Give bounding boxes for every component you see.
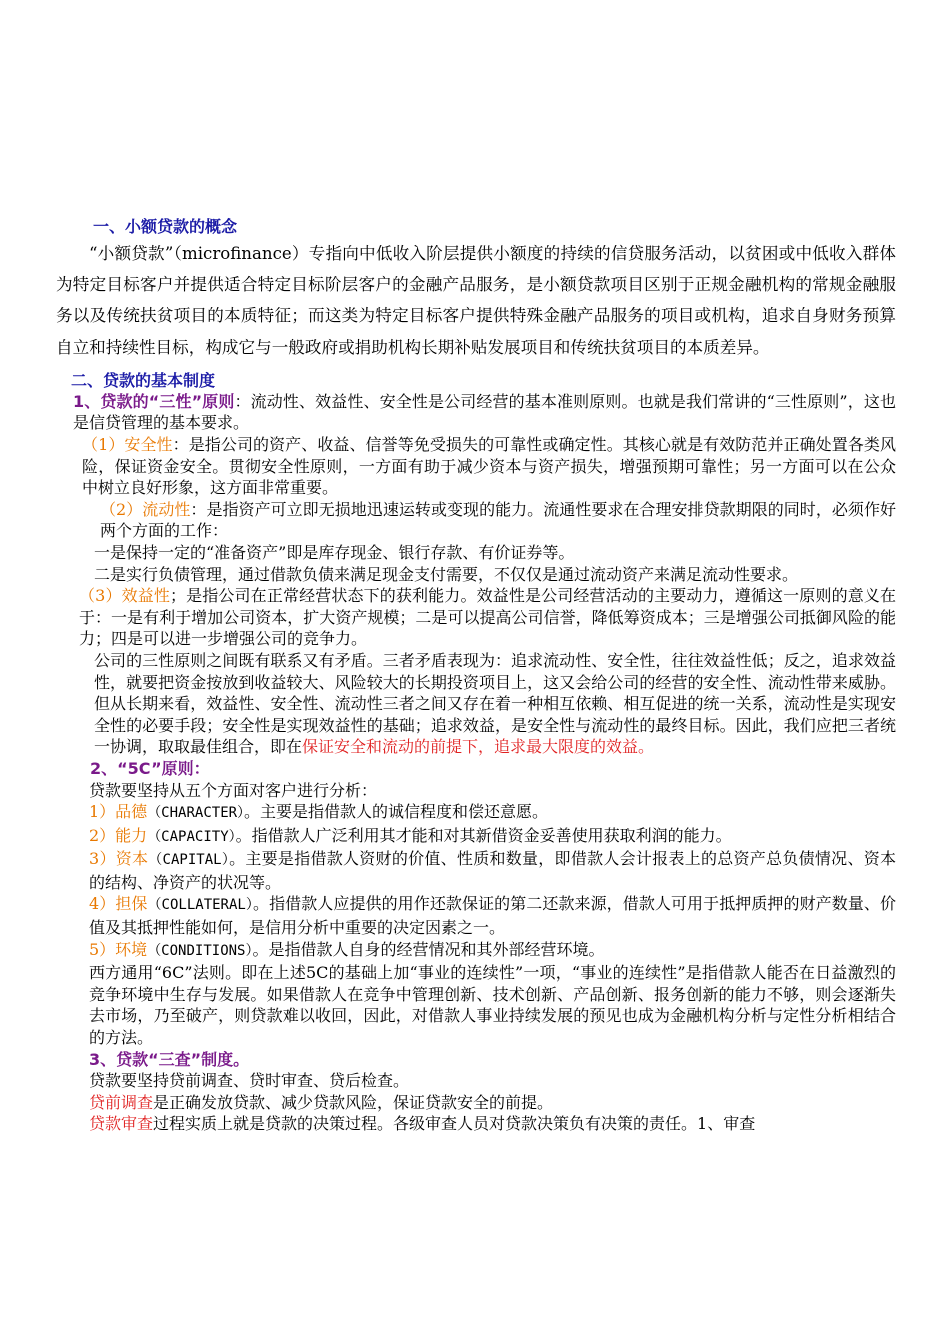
five-c-code-3: （CAPITAL） [148, 852, 230, 869]
liquidity-text: ：是指资产可立即无损地迅速运转或变现的能力。流通性要求在合理安排贷款期限的同时，必须作好两个方面的工作： [100, 499, 896, 541]
five-c-code-4: （COLLATERAL） [147, 897, 253, 914]
five-c-item-3 [56, 848, 896, 893]
three-checks-intro: 贷款要坚持贷前调查、贷时审查、贷后检查。 [89, 1071, 410, 1091]
five-c-item-2 [56, 825, 896, 849]
liquidity-paragraph [56, 499, 896, 542]
loan-review-paragraph [56, 1113, 896, 1135]
loan-review-text: 过程实质上就是贷款的决策过程。各级审查人员对贷款决策负有决策的责任。1、审查 [153, 1114, 756, 1134]
five-c-intro: 贷款要坚持从五个方面对客户进行分析： [89, 780, 378, 800]
five-c-text-5: 。是指借款人自身的经营情况和其外部经营环境。 [252, 939, 605, 959]
five-c-item-5 [56, 939, 896, 963]
safety-text: ：是指公司的资产、收益、信誉等免受损失的可靠性或确定性。其核心就是有效防范并正确处置各类风险，保证资金安全。贯彻安全性原则，一方面有助于减少资本与资产损失，增强预期可靠性；另一方面可以在公众中树立良好形象，这方面非常重要。 [82, 435, 896, 498]
conflict-paragraph [56, 650, 896, 758]
section1-paragraph: “小额贷款”（microfinance）专指向中低收入阶层提供小额度的持续的信贷服务活动，以贫困或中低收入群体为特定目标客户并提供适合特定目标阶层客户的金融产品服务，是小额贷款项目区别于正规金融机构的常规金融服务以及传统扶贫项目的本质特征；而这类为特定目标客户提供特殊金融产品服务的项目或机构，追求自身财务预算自立和持续性目标，构成它与一般政府或捐助机构长期补贴发展项目和传统扶贫项目的本质差异。 [56, 244, 896, 357]
pre-loan-text: 是正确发放贷款、减少贷款风险，保证贷款安全的前提。 [153, 1092, 554, 1112]
conflict-text: 公司的三性原则之间既有联系又有矛盾。三者矛盾表现为：追求流动性、安全性，往往效益性低；反之，追求效益性，就要把资金按放到收益较大、风险较大的长期投资项目上，这又会给公司的经营的安全性、流动性带来威胁。但从长期来看，效益性、安全性、流动性三者之间又存在着一种相互依赖、相互促进的统一关系，流动性是实现安全性的必要手段；安全性是实现效益性的基础；追求效益，是安全性与流动性的最终目标。因此，我们应把三者统一协调，取取最佳组合，即在 [94, 650, 896, 757]
safety-paragraph [56, 434, 896, 499]
profit-text: ；是指公司在正常经营状态下的获利能力。效益性是公司经营活动的主要动力，遵循这一原则的意义在于：一是有利于增加公司资本，扩大资产规模；二是可以提高公司信誉，降低筹资成本；三是增强公司抵御风险的能力；四是可以进一步增强公司的竞争力。 [79, 586, 896, 649]
five-c-title: 2、“5C”原则： [90, 758, 210, 778]
section2-heading: 二、贷款的基本制度 [71, 370, 216, 390]
five-c-text-4: 。指借款人应提供的用作还款保证的第二还款来源，借款人可用于抵押质押的财产数量、价值及其抵押性能如何，是信用分析中重要的决定因素之一。 [89, 894, 896, 938]
five-c-item-4 [56, 893, 896, 938]
five-c-text-3: 。主要是指借款人资财的价值、性质和数量，即借款人会计报表上的总资产总负债情况、资本的结构、净资产的状况等。 [89, 849, 896, 892]
pre-loan-paragraph [56, 1092, 896, 1114]
liquidity-point-1: 一是保持一定的“准备资产”即是库存现金、银行存款、有价证券等。 [94, 542, 575, 562]
profit-paragraph [56, 585, 896, 650]
five-c-label-4: 4）担保 [89, 894, 148, 914]
section1-heading: 一、小额贷款的概念 [93, 217, 238, 236]
six-c-paragraph: 西方通用“6C”法则。即在上述5C的基础上加“事业的连续性”一项，“事业的连续性”是指借款人能否在日益激烈的竞争环境中生存与发展。如果借款人在竞争中管理创新、技术创新、产品创新、报务创新的能力不够，则会逐渐失去市场，乃至破产，则贷款难以收回，因此，对借款人事业持续发展的预见也成为金融机构分析与定性分析相结合的方法。 [89, 963, 896, 1048]
five-c-text-1: 。主要是指借款人的诚信程度和偿还意愿。 [244, 802, 549, 822]
liquidity-point-2: 二是实行负债管理，通过借款负债来满足现金支付需要，不仅仅是通过流动资产来满足流动性要求。 [94, 564, 799, 584]
three-checks-title: 3、贷款“三查”制度。 [89, 1049, 250, 1069]
five-c-item-1 [56, 801, 896, 825]
conflict-highlight: 保证安全和流动的前提下，追求最大限度的效益。 [302, 737, 655, 757]
loan-review-label: 贷款审查 [89, 1114, 154, 1134]
five-c-label-3: 3）资本 [89, 849, 149, 869]
five-c-text-2: 。指借款人广泛利用其才能和对其新借资金妥善使用获取利润的能力。 [235, 825, 732, 845]
profit-label: （3）效益性 [79, 586, 170, 606]
liquidity-label: （2）流动性 [100, 499, 191, 519]
five-c-code-2: （CAPACITY） [147, 828, 236, 845]
document-page [56, 216, 896, 1135]
five-c-code-5: （CONDITIONS） [147, 942, 253, 959]
five-c-label-1: 1）品德 [89, 802, 148, 822]
three-principles-text: ：流动性、效益性、安全性是公司经营的基本准则原则。也就是我们常讲的“三性原则”，这也是信贷管理的基本要求。 [73, 391, 896, 433]
five-c-code-1: （CHARACTER） [147, 805, 245, 822]
pre-loan-label: 贷前调查 [89, 1092, 154, 1112]
three-principles-paragraph [56, 391, 896, 434]
five-c-label-5: 5）环境 [89, 939, 148, 959]
five-c-label-2: 2）能力 [89, 825, 148, 845]
three-principles-title: 1、贷款的“三性”原则 [73, 391, 235, 411]
safety-label: （1）安全性 [82, 435, 173, 454]
